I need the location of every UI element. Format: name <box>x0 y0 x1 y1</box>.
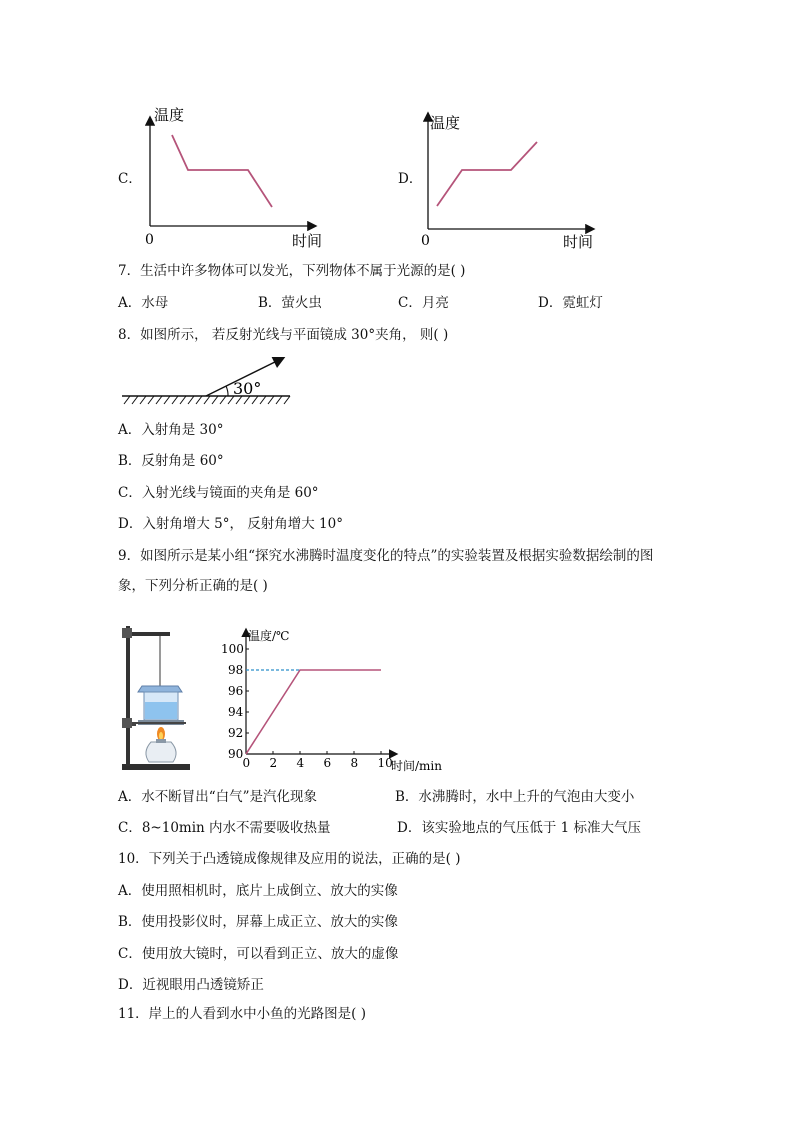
graph-c-ylabel: 温度 <box>154 106 185 124</box>
graph-c-curve <box>172 135 272 207</box>
q9-chart-x-tick-label: 8 <box>350 756 359 770</box>
q11-stem: 11．岸上的人看到水中小鱼的光路图是( ) <box>118 1006 367 1022</box>
q9-apparatus-illustration <box>118 618 193 774</box>
q8-angle-arc <box>226 386 228 396</box>
option-d-label: D． <box>398 171 423 187</box>
q7-option-a: A．水母 <box>118 295 169 311</box>
stand-base <box>122 764 190 770</box>
q10-option-d: D．近视眼用凸透镜矫正 <box>118 977 264 993</box>
q9-chart-y-tick-label: 94 <box>228 705 244 719</box>
q9-temperature-chart <box>221 624 456 776</box>
q9-chart-x-tick-label: 4 <box>296 756 305 770</box>
q9-chart-x-tick-label: 2 <box>269 756 278 770</box>
q8-stem: 8．如图所示， 若反射光线与平面镜成 30°夹角， 则( ) <box>118 327 449 343</box>
q10-stem: 10．下列关于凸透镜成像规律及应用的说法，正确的是( ) <box>118 851 461 867</box>
ring-support <box>132 722 186 724</box>
q7-option-c: C．月亮 <box>398 295 449 311</box>
q8-option-a: A．入射角是 30° <box>118 422 224 438</box>
alcohol-burner <box>146 742 176 762</box>
q8-mirror-diagram <box>120 352 295 410</box>
graph-d-xlabel: 时间 <box>563 233 594 251</box>
q9-chart-x-tick-label: 6 <box>323 756 332 770</box>
q9-chart-y-tick-label: 98 <box>228 663 244 677</box>
graph-c-origin: 0 <box>145 232 154 248</box>
graph-c-xlabel: 时间 <box>292 232 323 250</box>
q10-option-b: B．使用投影仪时，屏幕上成正立、放大的实像 <box>118 914 398 930</box>
q9-chart-y-tick-label: 96 <box>228 684 244 698</box>
q8-mirror-hatching <box>124 396 290 404</box>
option-c-label: C． <box>118 171 142 187</box>
q10-option-a: A．使用照相机时，底片上成倒立、放大的实像 <box>118 883 398 899</box>
q9-chart-y-tick-label: 92 <box>228 726 244 740</box>
q9-option-a: A．水不断冒出“白气”是汽化现象 <box>118 789 318 805</box>
graph-c <box>140 100 340 250</box>
q8-angle-label: 30° <box>233 379 262 398</box>
q8-option-d: D．入射角增大 5°， 反射角增大 10° <box>118 516 343 532</box>
q9-chart-y-tick-label: 100 <box>221 642 244 656</box>
q9-chart-y-tick-label: 90 <box>228 747 244 761</box>
graph-d <box>418 108 608 253</box>
q9-chart-series-line <box>246 670 381 754</box>
q9-stem-line1: 9．如图所示是某小组“探究水沸腾时温度变化的特点”的实验装置及根据实验数据绘制的图 <box>118 548 654 564</box>
q8-option-b: B．反射角是 60° <box>118 453 224 469</box>
graph-d-curve <box>437 142 537 206</box>
q9-option-c: C．8~10min 内水不需要吸收热量 <box>118 820 331 836</box>
q8-option-c: C．入射光线与镜面的夹角是 60° <box>118 485 319 501</box>
graph-d-origin: 0 <box>421 233 430 249</box>
beaker-lid <box>138 686 182 692</box>
q9-option-d: D．该实验地点的气压低于 1 标准大气压 <box>397 820 641 836</box>
q9-stem-line2: 象，下列分析正确的是( ) <box>118 578 268 594</box>
q9-option-b: B．水沸腾时，水中上升的气泡由大变小 <box>395 789 635 805</box>
q9-chart-x-tick-label: 10 <box>377 756 393 770</box>
q9-chart-x-tick-label: 0 <box>242 756 251 770</box>
graph-d-ylabel: 温度 <box>430 114 461 132</box>
q9-chart-xlabel: 时间/min <box>391 759 442 773</box>
q7-option-d: D．霓虹灯 <box>538 295 603 311</box>
stand-rod <box>126 626 130 766</box>
q9-chart-ylabel: 温度/℃ <box>248 629 290 643</box>
q10-option-c: C．使用放大镜时，可以看到正立、放大的虚像 <box>118 946 399 962</box>
q7-option-b: B．萤火虫 <box>258 295 322 311</box>
beaker-water <box>145 702 177 719</box>
q7-stem: 7．生活中许多物体可以发光，下列物体不属于光源的是( ) <box>118 263 466 279</box>
